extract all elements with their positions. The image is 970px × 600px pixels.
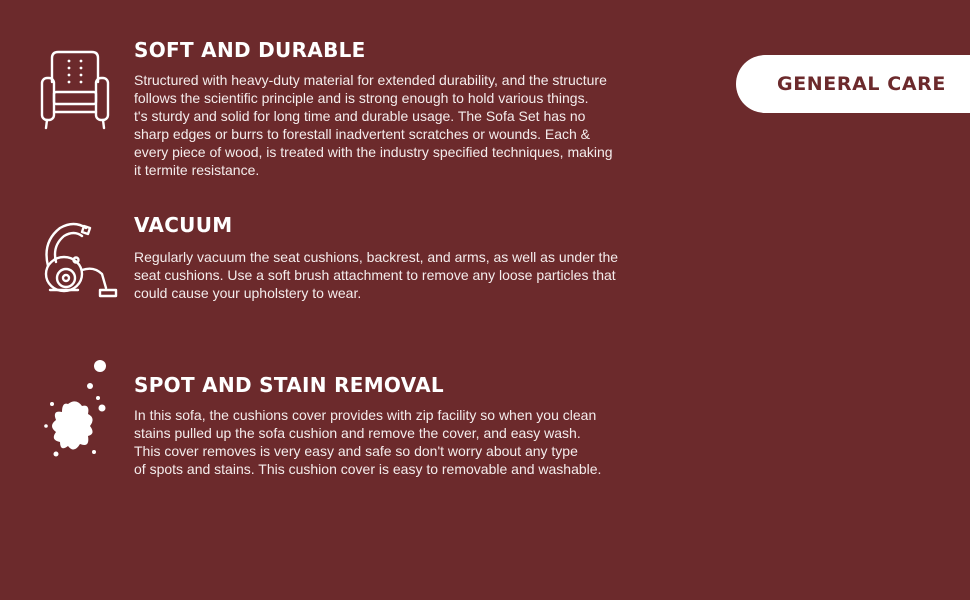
badge-label: GENERAL CARE — [777, 73, 946, 95]
armchair-icon — [38, 48, 112, 135]
stain-splash-icon — [38, 356, 114, 471]
section-title: SOFT AND DURABLE — [134, 38, 366, 62]
text-line: of spots and stains. This cushion cover is easy to removable and washable. — [134, 461, 602, 477]
text-line: seat cushions. Use a soft brush attachment to remove any loose particles that — [134, 267, 616, 283]
section-title: VACUUM — [134, 213, 233, 237]
text-line: Regularly vacuum the seat cushions, backrest, and arms, as well as under the — [134, 249, 619, 265]
text-line: could cause your upholstery to wear. — [134, 285, 362, 301]
general-care-badge — [736, 55, 970, 113]
section-description — [134, 406, 601, 478]
text-line: follows the scientific principle and is strong enough to hold various things. — [134, 90, 589, 106]
text-line: Structured with heavy-duty material for extended durability, and the structure — [134, 72, 607, 88]
text-line: This cover removes is very easy and safe so don't worry about any type — [134, 443, 578, 459]
text-line: every piece of wood, is treated with the industry specified techniques, making — [134, 144, 613, 160]
section-description — [134, 248, 618, 302]
section-title: SPOT AND STAIN REMOVAL — [134, 373, 444, 397]
text-line: In this sofa, the cushions cover provides with zip facility so when you clean — [134, 407, 597, 423]
text-line: t's sturdy and solid for long time and durable usage. The Sofa Set has no — [134, 108, 586, 124]
text-line: it termite resistance. — [134, 162, 260, 178]
vacuum-cleaner-icon — [38, 218, 120, 303]
section-description — [134, 71, 613, 179]
text-line: sharp edges or burrs to forestall inadvertent scratches or wounds. Each & — [134, 126, 591, 142]
text-line: stains pulled up the sofa cushion and remove the cover, and easy wash. — [134, 425, 581, 441]
